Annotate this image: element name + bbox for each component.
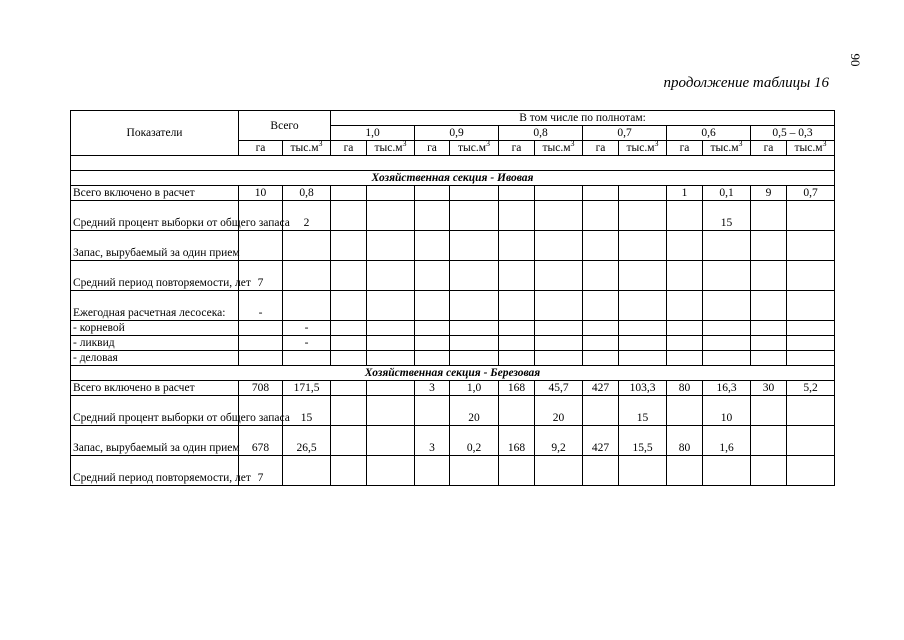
table-cell: 9 — [751, 186, 787, 201]
table-cell — [619, 291, 667, 321]
unit-volume: $тыс.м^3$ — [619, 141, 667, 156]
table-cell: 80 — [667, 381, 703, 396]
table-cell — [619, 201, 667, 231]
table-cell — [331, 231, 367, 261]
table-cell: 7 — [239, 261, 283, 291]
table-cell — [535, 336, 583, 351]
unit-volume: $тыс.м^3$ — [367, 141, 415, 156]
unit-ha: га — [239, 141, 283, 156]
table-cell: 3 — [415, 381, 450, 396]
table-cell — [787, 426, 835, 456]
table-cell — [499, 231, 535, 261]
table-cell — [367, 396, 415, 426]
table-cell: 30 — [751, 381, 787, 396]
table-cell — [667, 396, 703, 426]
density-header: 0,6 — [667, 126, 751, 141]
table-cell — [450, 351, 499, 366]
table-cell — [787, 336, 835, 351]
table-cell — [367, 426, 415, 456]
table-cell — [535, 321, 583, 336]
section-title-row — [71, 171, 835, 186]
table-cell: 0,7 — [787, 186, 835, 201]
row-label: Всего включено в расчет — [71, 186, 239, 201]
table-cell — [415, 186, 450, 201]
table-row — [71, 381, 835, 396]
table-cell — [787, 261, 835, 291]
table-cell — [667, 201, 703, 231]
table-cell: 9,2 — [535, 426, 583, 456]
table-cell — [450, 336, 499, 351]
table-cell — [499, 201, 535, 231]
table-cell — [367, 261, 415, 291]
table-cell — [499, 456, 535, 486]
table-cell: 45,7 — [535, 381, 583, 396]
table-cell — [499, 186, 535, 201]
table-cell — [331, 456, 367, 486]
table-cell — [751, 351, 787, 366]
table-cell: 678 — [239, 426, 283, 456]
table-cell: 427 — [583, 426, 619, 456]
row-label: Запас, вырубаемый за один прием — [71, 231, 239, 261]
table-cell: 427 — [583, 381, 619, 396]
table-cell — [619, 186, 667, 201]
table-cell — [415, 321, 450, 336]
unit-volume: $тыс.м^3$ — [703, 141, 751, 156]
unit-ha: га — [499, 141, 535, 156]
table-cell — [751, 201, 787, 231]
table-cell — [535, 231, 583, 261]
table-cell — [535, 456, 583, 486]
table-row — [71, 336, 835, 351]
table-cell — [787, 351, 835, 366]
table-cell — [367, 231, 415, 261]
table-cell — [787, 456, 835, 486]
table-cell — [703, 321, 751, 336]
table-cell — [499, 396, 535, 426]
table-cell: - — [239, 291, 283, 321]
section-title: Хозяйственная секция - Березовая — [71, 366, 835, 381]
table-cell — [751, 231, 787, 261]
table-cell — [499, 321, 535, 336]
table-cell — [499, 351, 535, 366]
row-label: Ежегодная расчетная лесосека: — [71, 291, 239, 321]
table-cell — [583, 336, 619, 351]
table-cell — [239, 321, 283, 336]
table-cell — [583, 351, 619, 366]
table-row — [71, 351, 835, 366]
spacer-row — [71, 156, 835, 171]
table-cell — [667, 261, 703, 291]
table-cell: 708 — [239, 381, 283, 396]
table-cell — [283, 351, 331, 366]
table-cell: 0,1 — [703, 186, 751, 201]
row-label: Всего включено в расчет — [71, 381, 239, 396]
table-cell — [415, 351, 450, 366]
table-cell — [787, 321, 835, 336]
table-cell — [450, 201, 499, 231]
table-cell — [331, 396, 367, 426]
table-cell: 5,2 — [787, 381, 835, 396]
table-cell — [703, 291, 751, 321]
table-cell — [583, 201, 619, 231]
table-cell — [450, 321, 499, 336]
table-cell — [535, 291, 583, 321]
table-cell — [619, 351, 667, 366]
table-cell: 1,6 — [703, 426, 751, 456]
table-cell — [239, 351, 283, 366]
table-cell: 3 — [415, 426, 450, 456]
table-row — [71, 231, 835, 261]
table-cell — [787, 201, 835, 231]
unit-volume: $тыс.м^3$ — [535, 141, 583, 156]
table-cell — [283, 231, 331, 261]
table-cell — [751, 426, 787, 456]
table-cell — [239, 336, 283, 351]
row-label: - деловая — [71, 351, 239, 366]
table-cell — [703, 261, 751, 291]
table-cell — [583, 186, 619, 201]
unit-ha: га — [331, 141, 367, 156]
table-cell — [703, 351, 751, 366]
table-cell — [331, 381, 367, 396]
table-row — [71, 201, 835, 231]
table-cell: 20 — [450, 396, 499, 426]
table-cell — [331, 351, 367, 366]
table-cell — [415, 231, 450, 261]
table-cell — [499, 336, 535, 351]
table-cell — [331, 201, 367, 231]
table-cell: 10 — [239, 186, 283, 201]
density-header: 0,5 – 0,3 — [751, 126, 835, 141]
header-including: В том числе по полнотам: — [331, 111, 835, 126]
table-cell: 103,3 — [619, 381, 667, 396]
density-header: 1,0 — [331, 126, 415, 141]
table-cell — [415, 396, 450, 426]
row-label: Средний процент выборки от общего запаса — [71, 201, 239, 231]
table-cell — [535, 201, 583, 231]
table-cell — [239, 231, 283, 261]
table-cell — [331, 261, 367, 291]
table-cell — [667, 321, 703, 336]
row-label: Средний период повторяемости, лет — [71, 456, 239, 486]
table-cell: - — [283, 321, 331, 336]
unit-ha: га — [583, 141, 619, 156]
table-cell — [703, 456, 751, 486]
table-caption: продолжение таблицы 16 — [663, 75, 829, 91]
table-cell — [619, 336, 667, 351]
table-cell: 0,8 — [283, 186, 331, 201]
data-table — [70, 110, 835, 486]
table-cell — [583, 396, 619, 426]
table-cell — [787, 231, 835, 261]
table-cell — [450, 231, 499, 261]
table-cell: 10 — [703, 396, 751, 426]
table-cell: 168 — [499, 381, 535, 396]
table-cell: 15 — [283, 396, 331, 426]
unit-volume: $тыс.м^3$ — [283, 141, 331, 156]
table-cell: 7 — [239, 456, 283, 486]
table-cell — [450, 456, 499, 486]
table-cell — [331, 186, 367, 201]
table-row — [71, 396, 835, 426]
table-cell — [619, 231, 667, 261]
table-cell — [499, 291, 535, 321]
table-cell — [415, 261, 450, 291]
table-row — [71, 291, 835, 321]
table-row — [71, 261, 835, 291]
table-cell — [283, 291, 331, 321]
table-cell: 15,5 — [619, 426, 667, 456]
table-cell — [583, 321, 619, 336]
table-cell — [787, 396, 835, 426]
table-cell — [415, 291, 450, 321]
table-cell: 2 — [283, 201, 331, 231]
table-cell — [667, 291, 703, 321]
table-cell: 168 — [499, 426, 535, 456]
table-cell: 15 — [619, 396, 667, 426]
table-cell — [667, 336, 703, 351]
table-cell: 15 — [703, 201, 751, 231]
table-cell — [415, 201, 450, 231]
density-header: 0,8 — [499, 126, 583, 141]
table-cell: 80 — [667, 426, 703, 456]
table-cell: 1,0 — [450, 381, 499, 396]
table-cell — [367, 456, 415, 486]
page-number: 90 — [848, 53, 863, 67]
unit-ha: га — [415, 141, 450, 156]
table-cell — [667, 351, 703, 366]
table-cell — [751, 321, 787, 336]
density-header: 0,7 — [583, 126, 667, 141]
table-cell — [535, 261, 583, 291]
table-cell: 26,5 — [283, 426, 331, 456]
table-cell — [667, 456, 703, 486]
table-cell — [331, 426, 367, 456]
unit-volume: $тыс.м^3$ — [787, 141, 835, 156]
table-cell: 171,5 — [283, 381, 331, 396]
table-cell — [583, 291, 619, 321]
table-cell — [450, 261, 499, 291]
table-cell — [751, 396, 787, 426]
table-cell — [450, 186, 499, 201]
row-label: - ликвид — [71, 336, 239, 351]
table-cell — [331, 336, 367, 351]
density-header: 0,9 — [415, 126, 499, 141]
row-label: Средний период повторяемости, лет — [71, 261, 239, 291]
row-label: Запас, вырубаемый за один прием — [71, 426, 239, 456]
table-row — [71, 186, 835, 201]
table-cell — [751, 336, 787, 351]
table-cell — [415, 336, 450, 351]
header-indicators: Показатели — [71, 111, 239, 156]
table-cell: - — [283, 336, 331, 351]
unit-volume: $тыс.м^3$ — [450, 141, 499, 156]
table-cell: 20 — [535, 396, 583, 426]
table-cell — [583, 261, 619, 291]
table-cell: 1 — [667, 186, 703, 201]
table-cell — [450, 291, 499, 321]
table-cell — [367, 291, 415, 321]
table-cell: 0,2 — [450, 426, 499, 456]
table-cell — [667, 231, 703, 261]
table-cell — [703, 336, 751, 351]
section-title-row — [71, 366, 835, 381]
table-cell — [331, 291, 367, 321]
table-cell — [367, 351, 415, 366]
table-cell — [751, 456, 787, 486]
table-cell — [751, 291, 787, 321]
table-row — [71, 426, 835, 456]
table-cell — [367, 381, 415, 396]
table-cell — [283, 261, 331, 291]
table-cell — [583, 456, 619, 486]
table-cell — [415, 456, 450, 486]
table-cell: 16,3 — [703, 381, 751, 396]
table-cell — [619, 261, 667, 291]
header-total: Всего — [239, 111, 331, 141]
row-label: Средний процент выборки от общего запаса — [71, 396, 239, 426]
table-row — [71, 456, 835, 486]
unit-ha: га — [751, 141, 787, 156]
table-cell — [367, 336, 415, 351]
table-cell — [535, 351, 583, 366]
table-cell — [535, 186, 583, 201]
table-cell — [619, 321, 667, 336]
table-cell — [331, 321, 367, 336]
table-cell — [499, 261, 535, 291]
row-label: - корневой — [71, 321, 239, 336]
table-cell — [283, 456, 331, 486]
table-cell — [751, 261, 787, 291]
table-cell — [367, 201, 415, 231]
table-cell — [367, 321, 415, 336]
table-cell — [583, 231, 619, 261]
table-cell — [619, 456, 667, 486]
unit-ha: га — [667, 141, 703, 156]
section-title: Хозяйственная секция - Ивовая — [71, 171, 835, 186]
table-cell — [703, 231, 751, 261]
table-cell — [787, 291, 835, 321]
table-cell — [367, 186, 415, 201]
table-row — [71, 321, 835, 336]
